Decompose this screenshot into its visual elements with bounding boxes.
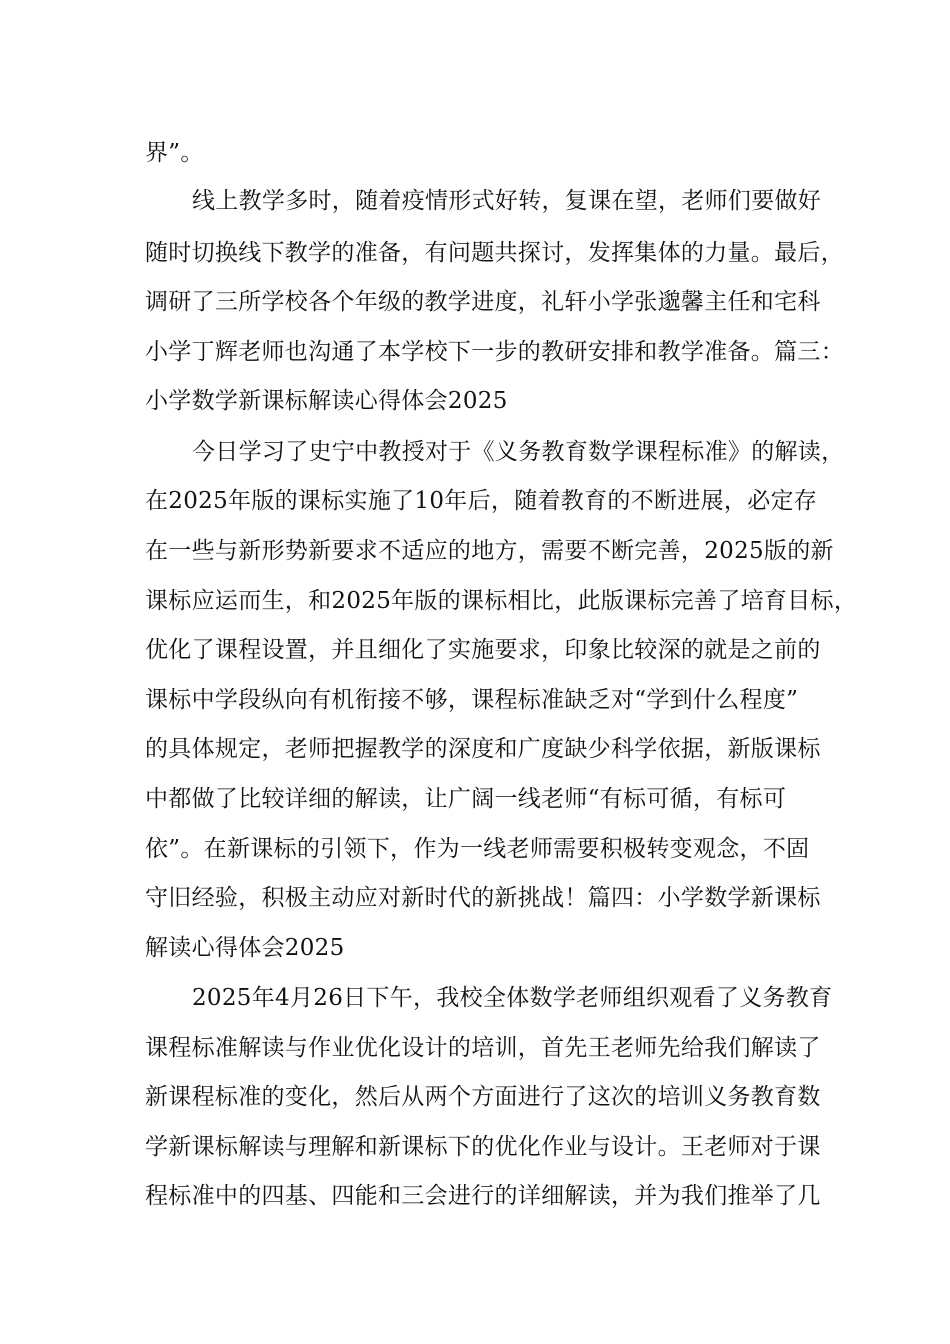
text-line: 课程标准解读与作业优化设计的培训，首先王老师先给我们解读了 bbox=[145, 1035, 821, 1061]
text-line: 2025年4月26日下午，我校全体数学老师组织观看了义务教育 bbox=[192, 985, 833, 1011]
text-line: 小学丁辉老师也沟通了本学校下一步的教研安排和教学准备。篇三： bbox=[145, 339, 844, 365]
text-line: 中都做了比较详细的解读，让广阔一线老师“有标可循，有标可 bbox=[145, 786, 787, 812]
text-line: 界”。 bbox=[145, 140, 204, 166]
text-line: 今日学习了史宁中教授对于《义务教育数学课程标准》的解读， bbox=[192, 439, 845, 465]
text-line: 依”。在新课标的引领下，作为一线老师需要积极转变观念，不固 bbox=[145, 836, 810, 862]
text-line: 线上教学多时，随着疫情形式好转，复课在望，老师们要做好 bbox=[192, 188, 822, 214]
text-line: 课标中学段纵向有机衔接不够，课程标准缺乏对“学到什么程度” bbox=[145, 687, 799, 713]
text-line: 随时切换线下教学的准备，有问题共探讨，发挥集体的力量。最后， bbox=[145, 240, 844, 266]
text-line: 小学数学新课标解读心得体会2025 bbox=[145, 388, 508, 414]
text-line: 新课程标准的变化，然后从两个方面进行了这次的培训义务教育数 bbox=[145, 1084, 821, 1110]
text-line: 解读心得体会2025 bbox=[145, 935, 345, 961]
text-line: 守旧经验，积极主动应对新时代的新挑战！篇四：小学数学新课标 bbox=[145, 885, 821, 911]
text-line: 在2025年版的课标实施了10年后，随着教育的不断进展，必定存 bbox=[145, 488, 818, 514]
text-line: 优化了课程设置，并且细化了实施要求，印象比较深的就是之前的 bbox=[145, 637, 821, 663]
text-line: 课标应运而生，和2025年版的课标相比，此版课标完善了培育目标， bbox=[145, 588, 858, 614]
text-line: 调研了三所学校各个年级的教学进度，礼轩小学张邈馨主任和宅科 bbox=[145, 289, 821, 315]
text-line: 的具体规定，老师把握教学的深度和广度缺少科学依据，新版课标 bbox=[145, 736, 821, 762]
text-line: 在一些与新形势新要求不适应的地方，需要不断完善，2025版的新 bbox=[145, 538, 834, 564]
text-line: 程标准中的四基、四能和三会进行的详细解读，并为我们推举了几 bbox=[145, 1183, 821, 1209]
text-line: 学新课标解读与理解和新课标下的优化作业与设计。王老师对于课 bbox=[145, 1134, 821, 1160]
